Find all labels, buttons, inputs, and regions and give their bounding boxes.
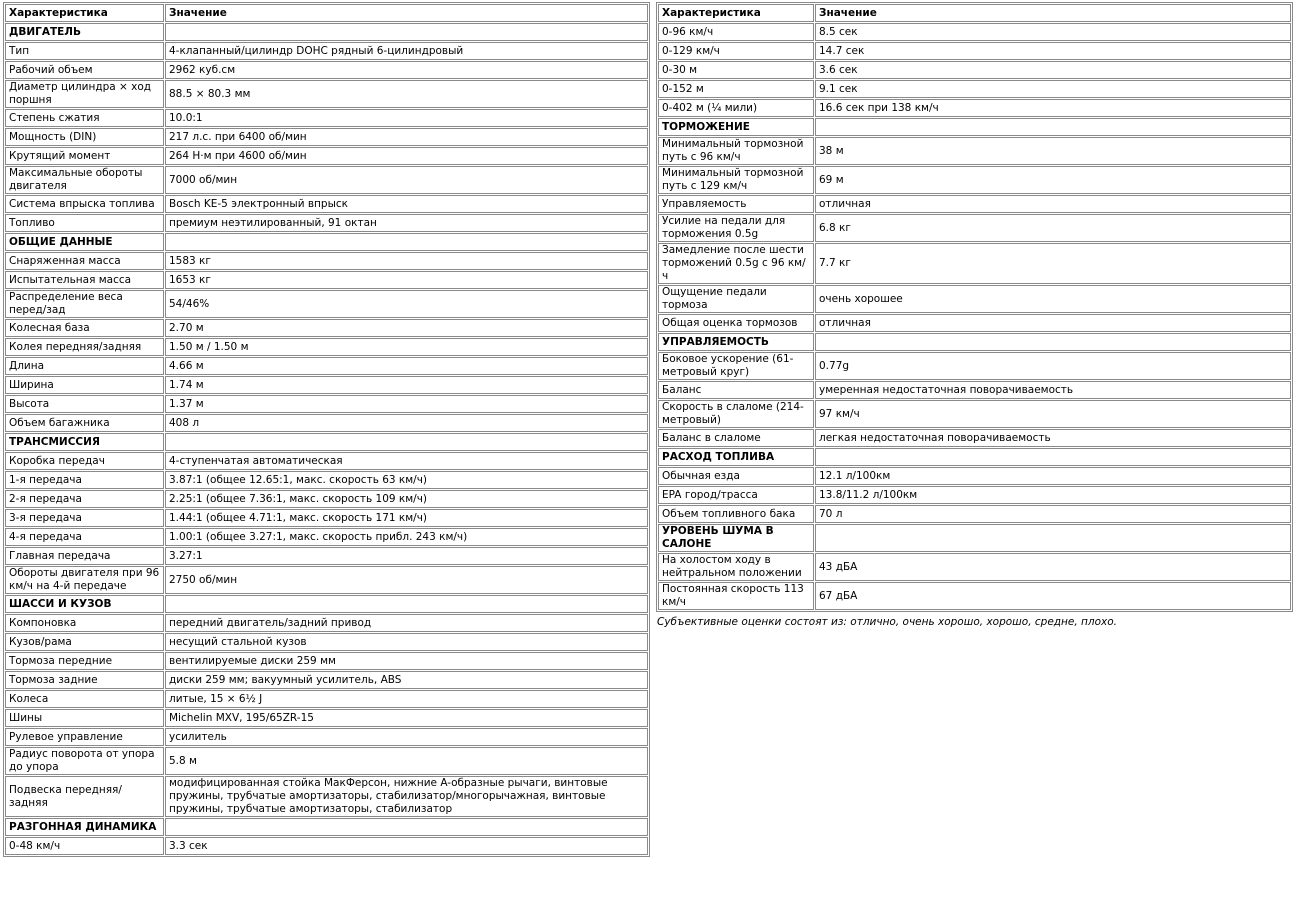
spec-label: Скорость в слаломе (214-метровый) [658,400,814,428]
spec-row [5,61,648,79]
spec-value: 2962 куб.см [165,61,648,79]
spec-value: литые, 15 × 6½ J [165,690,648,708]
spec-value: 6.8 кг [815,214,1291,242]
spec-label: Испытательная масса [5,271,164,289]
spec-row [658,42,1291,60]
header-characteristic: Характеристика [5,4,164,22]
spec-value [165,818,648,836]
spec-value: 1.00:1 (общее 3.27:1, макс. скорость прибл. 243 км/ч) [165,528,648,546]
spec-label: Колеса [5,690,164,708]
spec-label: Рулевое управление [5,728,164,746]
section-title: УПРАВЛЯЕМОСТЬ [658,333,814,351]
spec-value: 8.5 сек [815,23,1291,41]
spec-label: EPA город/трасса [658,486,814,504]
spec-label: Снаряженная масса [5,252,164,270]
section-title: УРОВЕНЬ ШУМА В САЛОНЕ [658,524,814,552]
spec-value: 408 л [165,414,648,432]
spec-row [5,42,648,60]
header-characteristic: Характеристика [658,4,814,22]
spec-value: Michelin MXV, 195/65ZR-15 [165,709,648,727]
spec-label: Кузов/рама [5,633,164,651]
spec-value: вентилируемые диски 259 мм [165,652,648,670]
spec-row [5,776,648,817]
spec-value: отличная [815,195,1291,213]
spec-value [165,233,648,251]
spec-row [658,99,1291,117]
spec-value [815,524,1291,552]
spec-value: умеренная недостаточная поворачиваемость [815,381,1291,399]
spec-value: 1.50 м / 1.50 м [165,338,648,356]
spec-value: 3.3 сек [165,837,648,855]
spec-value: 97 км/ч [815,400,1291,428]
left-spec-panel [3,2,650,857]
spec-label: Высота [5,395,164,413]
spec-row [658,381,1291,399]
spec-value: диски 259 мм; вакуумный усилитель, ABS [165,671,648,689]
spec-row [5,547,648,565]
spec-row [5,471,648,489]
spec-row [658,486,1291,504]
spec-label: Тип [5,42,164,60]
section-title: ТОРМОЖЕНИЕ [658,118,814,136]
spec-value: 2750 об/мин [165,566,648,594]
footnote: Субъективные оценки состоят из: отлично, очень хорошо, хорошо, средне, плохо. [657,616,1118,628]
spec-value [165,433,648,451]
spec-value: 10.0:1 [165,109,648,127]
spec-value: модифицированная стойка МакФерсон, нижние A-образные рычаги, винтовые пружины, трубчатые амортизаторы, стабилизатор/многорычажная, винтовые пружины, трубчатые амортизаторы, стабилизатор [165,776,648,817]
spec-row [5,147,648,165]
spec-row [658,166,1291,194]
spec-row [5,414,648,432]
spec-label: Главная передача [5,547,164,565]
section-header-row [658,524,1291,552]
spec-row [5,566,648,594]
spec-row [658,80,1291,98]
section-title: ТРАНСМИССИЯ [5,433,164,451]
spec-label: Коробка передач [5,452,164,470]
right-spec-panel [656,2,1293,628]
spec-value: 1583 кг [165,252,648,270]
spec-label: Распределение веса перед/зад [5,290,164,318]
header-row [5,4,648,22]
spec-row [5,690,648,708]
spec-value: 38 м [815,137,1291,165]
spec-row [658,285,1291,313]
spec-value: очень хорошее [815,285,1291,313]
spec-row [5,290,648,318]
spec-label: Компоновка [5,614,164,632]
spec-label: Радиус поворота от упора до упора [5,747,164,775]
spec-value: 54/46% [165,290,648,318]
spec-value: 43 дБА [815,553,1291,581]
spec-row [5,452,648,470]
spec-row [658,137,1291,165]
spec-value [815,448,1291,466]
spec-row [5,271,648,289]
spec-value [815,333,1291,351]
spec-label: 0-152 м [658,80,814,98]
spec-label: Минимальный тормозной путь с 129 км/ч [658,166,814,194]
spec-row [5,128,648,146]
spec-row [5,652,648,670]
spec-label: Шины [5,709,164,727]
spec-value: 2.70 м [165,319,648,337]
spec-row [658,23,1291,41]
spec-label: Объем топливного бака [658,505,814,523]
spec-value: 7000 об/мин [165,166,648,194]
spec-value: 2.25:1 (общее 7.36:1, макс. скорость 109 км/ч) [165,490,648,508]
spec-label: 0-402 м (¼ мили) [658,99,814,117]
section-title: РАЗГОННАЯ ДИНАМИКА [5,818,164,836]
spec-row [5,166,648,194]
spec-value: 14.7 сек [815,42,1291,60]
spec-row [658,400,1291,428]
section-title: ШАССИ И КУЗОВ [5,595,164,613]
spec-label: 1-я передача [5,471,164,489]
spec-row [5,214,648,232]
spec-row [5,490,648,508]
spec-value [165,595,648,613]
spec-value: 7.7 кг [815,243,1291,284]
spec-label: Мощность (DIN) [5,128,164,146]
spec-value: 1.74 м [165,376,648,394]
header-value: Значение [815,4,1291,22]
spec-row [658,553,1291,581]
spec-label: Обычная езда [658,467,814,485]
spec-value: 70 л [815,505,1291,523]
spec-row [5,319,648,337]
spec-value: 5.8 м [165,747,648,775]
spec-label: На холостом ходу в нейтральном положении [658,553,814,581]
section-title: ОБЩИЕ ДАННЫЕ [5,233,164,251]
spec-value: 3.87:1 (общее 12.65:1, макс. скорость 63 км/ч) [165,471,648,489]
spec-value: 4.66 м [165,357,648,375]
spec-label: Подвеска передняя/задняя [5,776,164,817]
section-header-row [5,233,648,251]
section-header-row [5,818,648,836]
spec-value: 16.6 сек при 138 км/ч [815,99,1291,117]
spec-value [815,118,1291,136]
spec-row [5,80,648,108]
spec-value: Bosch KE-5 электронный впрыск [165,195,648,213]
spec-label: Постоянная скорость 113 км/ч [658,582,814,610]
spec-label: Крутящий момент [5,147,164,165]
spec-row [658,195,1291,213]
spec-label: Максимальные обороты двигателя [5,166,164,194]
spec-value: 9.1 сек [815,80,1291,98]
spec-label: Тормоза передние [5,652,164,670]
spec-label: 2-я передача [5,490,164,508]
section-header-row [658,118,1291,136]
spec-row [658,582,1291,610]
spec-label: Колея передняя/задняя [5,338,164,356]
spec-row [658,467,1291,485]
spec-value: 264 Н·м при 4600 об/мин [165,147,648,165]
right-spec-table [656,2,1293,612]
spec-row [5,252,648,270]
spec-label: Длина [5,357,164,375]
spec-label: 0-30 м [658,61,814,79]
spec-row [5,747,648,775]
spec-row [5,709,648,727]
spec-value: несущий стальной кузов [165,633,648,651]
spec-row [5,728,648,746]
spec-label: Управляемость [658,195,814,213]
header-row [658,4,1291,22]
spec-label: 0-96 км/ч [658,23,814,41]
spec-label: 0-48 км/ч [5,837,164,855]
spec-value: 4-ступенчатая автоматическая [165,452,648,470]
spec-label: Топливо [5,214,164,232]
spec-value: усилитель [165,728,648,746]
spec-value: 1653 кг [165,271,648,289]
spec-value: 1.37 м [165,395,648,413]
spec-row [5,614,648,632]
spec-row [658,243,1291,284]
spec-value: 88.5 × 80.3 мм [165,80,648,108]
spec-row [658,505,1291,523]
section-header-row [5,595,648,613]
section-title: РАСХОД ТОПЛИВА [658,448,814,466]
spec-value: 3.6 сек [815,61,1291,79]
spec-label: Усилие на педали для торможения 0.5g [658,214,814,242]
spec-label: Минимальный тормозной путь с 96 км/ч [658,137,814,165]
section-header-row [5,433,648,451]
spec-row [5,528,648,546]
spec-value: легкая недостаточная поворачиваемость [815,429,1291,447]
spec-row [5,509,648,527]
spec-value: 13.8/11.2 л/100км [815,486,1291,504]
spec-row [5,376,648,394]
spec-label: Ширина [5,376,164,394]
spec-row [5,109,648,127]
spec-row [658,61,1291,79]
spec-label: Диаметр цилиндра × ход поршня [5,80,164,108]
spec-value: передний двигатель/задний привод [165,614,648,632]
header-value: Значение [165,4,648,22]
spec-value: 4-клапанный/цилиндр DOHC рядный 6-цилиндровый [165,42,648,60]
spec-value [165,23,648,41]
spec-row [5,338,648,356]
spec-label: 0-129 км/ч [658,42,814,60]
spec-value: 217 л.с. при 6400 об/мин [165,128,648,146]
spec-label: Рабочий объем [5,61,164,79]
section-title: ДВИГАТЕЛЬ [5,23,164,41]
section-header-row [658,448,1291,466]
spec-value: 0.77g [815,352,1291,380]
spec-row [658,314,1291,332]
spec-label: Объем багажника [5,414,164,432]
spec-label: Баланс в слаломе [658,429,814,447]
spec-row [658,352,1291,380]
spec-label: Замедление после шести торможений 0.5g с 96 км/ч [658,243,814,284]
spec-label: Общая оценка тормозов [658,314,814,332]
section-header-row [658,333,1291,351]
spec-label: 4-я передача [5,528,164,546]
spec-value: 69 м [815,166,1291,194]
spec-label: Система впрыска топлива [5,195,164,213]
spec-row [5,195,648,213]
spec-row [658,429,1291,447]
spec-label: Тормоза задние [5,671,164,689]
spec-label: Боковое ускорение (61-метровый круг) [658,352,814,380]
spec-value: 3.27:1 [165,547,648,565]
spec-row [5,395,648,413]
spec-label: Колесная база [5,319,164,337]
spec-row [5,837,648,855]
spec-label: Баланс [658,381,814,399]
spec-row [5,671,648,689]
spec-value: 1.44:1 (общее 4.71:1, макс. скорость 171 км/ч) [165,509,648,527]
spec-value: отличная [815,314,1291,332]
spec-row [658,214,1291,242]
spec-label: Степень сжатия [5,109,164,127]
spec-row [5,357,648,375]
spec-label: Ощущение педали тормоза [658,285,814,313]
spec-label: 3-я передача [5,509,164,527]
spec-value: премиум неэтилированный, 91 октан [165,214,648,232]
section-header-row [5,23,648,41]
spec-value: 67 дБА [815,582,1291,610]
spec-value: 12.1 л/100км [815,467,1291,485]
left-spec-table [3,2,650,857]
spec-row [5,633,648,651]
spec-label: Обороты двигателя при 96 км/ч на 4-й передаче [5,566,164,594]
